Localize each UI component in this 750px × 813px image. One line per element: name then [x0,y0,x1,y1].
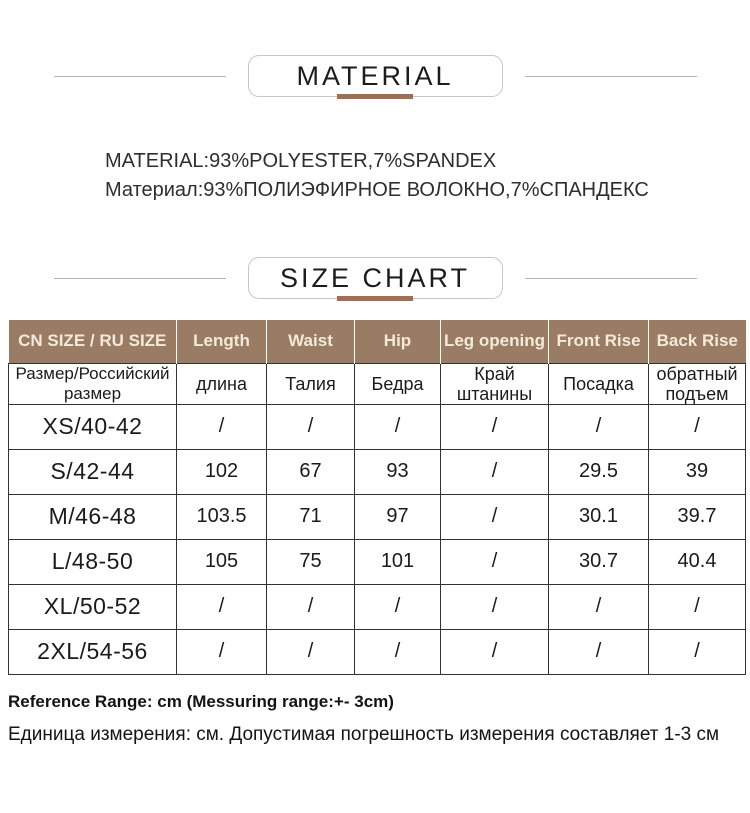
value-cell: 30.1 [549,494,649,539]
column-header-hip: Hip [355,320,441,363]
table-header-row-ru [9,363,746,404]
column-header-leg-opening-ru: Край штанины [441,363,549,404]
material-line-ru: Материал:93%ПОЛИЭФИРНОЕ ВОЛОКНО,7%СПАНДЕКС [105,179,649,201]
value-cell: / [441,494,549,539]
size-cell: S/42-44 [9,449,177,494]
value-cell: 39 [649,449,746,494]
column-header-leg-opening: Leg opening [441,320,549,363]
value-cell: / [549,404,649,449]
value-cell: 103.5 [177,494,267,539]
value-cell: / [177,629,267,674]
value-cell: 93 [355,449,441,494]
material-composition [105,147,750,205]
value-cell: / [649,584,746,629]
value-cell: 30.7 [549,539,649,584]
value-cell: / [549,584,649,629]
value-cell: 105 [177,539,267,584]
value-cell: 102 [177,449,267,494]
value-cell: / [441,629,549,674]
column-header-waist-ru: Талия [267,363,355,404]
reference-range-note-en: Reference Range: cm (Messuring range:+- 3cm) [8,691,394,711]
size-chart-heading: SIZE CHART [279,262,471,293]
value-cell: / [355,584,441,629]
table-row [9,629,746,674]
value-cell: / [267,584,355,629]
size-chart-section-header [0,257,750,299]
material-section-header [0,55,750,97]
value-cell: / [177,404,267,449]
column-header-front-rise: Front Rise [549,320,649,363]
value-cell: 97 [355,494,441,539]
value-cell: / [441,404,549,449]
table-row [9,494,746,539]
size-cell: XL/50-52 [9,584,177,629]
size-chart-heading-box [248,257,503,299]
size-cell: XS/40-42 [9,404,177,449]
value-cell: / [355,404,441,449]
material-heading-box [248,55,503,97]
table-row [9,404,746,449]
heading-accent-bar [337,94,413,99]
size-chart-table [8,320,746,675]
value-cell: / [355,629,441,674]
material-heading: MATERIAL [296,60,454,91]
value-cell: / [441,539,549,584]
column-header-front-rise-ru: Посадка [549,363,649,404]
divider-line-left [54,76,226,77]
value-cell: 39.7 [649,494,746,539]
column-header-back-rise: Back Rise [649,320,746,363]
divider-line-right [525,76,697,77]
table-row [9,449,746,494]
value-cell: 71 [267,494,355,539]
column-header-length: Length [177,320,267,363]
value-cell: 40.4 [649,539,746,584]
value-cell: / [441,449,549,494]
value-cell: / [267,404,355,449]
value-cell: 67 [267,449,355,494]
column-header-waist: Waist [267,320,355,363]
value-cell: 29.5 [549,449,649,494]
value-cell: / [649,629,746,674]
column-header-size-ru: Размер/Российский размер [9,363,177,404]
value-cell: 75 [267,539,355,584]
value-cell: / [549,629,649,674]
size-cell: L/48-50 [9,539,177,584]
size-cell: M/46-48 [9,494,177,539]
product-info-page [0,55,750,813]
column-header-size: CN SIZE / RU SIZE [9,320,177,363]
size-cell: 2XL/54-56 [9,629,177,674]
value-cell: 101 [355,539,441,584]
value-cell: / [649,404,746,449]
divider-line-left [54,278,226,279]
column-header-length-ru: длина [177,363,267,404]
value-cell: / [441,584,549,629]
heading-accent-bar [337,296,413,301]
column-header-back-rise-ru: обратный подъем [649,363,746,404]
divider-line-right [525,278,697,279]
column-header-hip-ru: Бедра [355,363,441,404]
value-cell: / [177,584,267,629]
table-row [9,539,746,584]
table-header-row-en [9,320,746,363]
table-row [9,584,746,629]
value-cell: / [267,629,355,674]
reference-range-note-ru: Единица измерения: см. Допустимая погрешность измерения составляет 1-3 см [8,723,720,745]
material-line-en: MATERIAL:93%POLYESTER,7%SPANDEX [105,150,497,172]
